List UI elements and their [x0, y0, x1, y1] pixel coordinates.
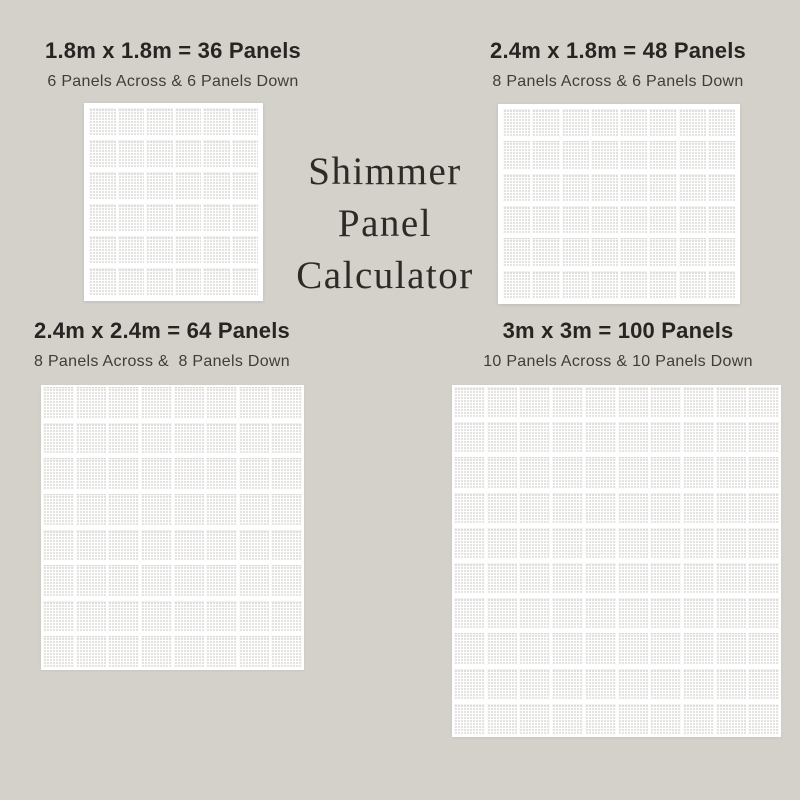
shimmer-panel — [748, 387, 779, 418]
shimmer-panel — [175, 172, 202, 200]
shimmer-panel — [650, 528, 681, 559]
shimmer-panel — [239, 636, 270, 668]
shimmer-panel — [232, 268, 259, 296]
shimmer-panel — [271, 458, 302, 490]
shimmer-panel — [76, 601, 107, 633]
shimmer-panel — [618, 422, 649, 453]
shimmer-panel — [487, 633, 518, 664]
shimmer-panel — [203, 236, 230, 264]
shimmer-panel — [174, 423, 205, 455]
shimmer-panel — [141, 530, 172, 562]
shimmer-panel — [108, 387, 139, 419]
shimmer-panel — [43, 423, 74, 455]
shimmer-panel — [679, 271, 706, 299]
shimmer-panel — [683, 563, 714, 594]
shimmer-panel — [708, 271, 735, 299]
shimmer-panel — [716, 598, 747, 629]
shimmer-panel — [748, 493, 779, 524]
shimmer-panel — [239, 423, 270, 455]
shimmer-panel — [146, 236, 173, 264]
shimmer-panel — [716, 669, 747, 700]
shimmer-panel — [141, 423, 172, 455]
shimmer-panel — [174, 387, 205, 419]
shimmer-panel — [43, 458, 74, 490]
shimmer-panel — [108, 530, 139, 562]
shimmer-panel — [650, 704, 681, 735]
shimmer-panel — [239, 458, 270, 490]
section-64-text — [20, 318, 304, 372]
main-title — [270, 146, 500, 302]
shimmer-panel — [118, 108, 145, 136]
shimmer-panel — [89, 108, 116, 136]
shimmer-panel — [89, 268, 116, 296]
shimmer-panel — [585, 493, 616, 524]
shimmer-panel — [76, 530, 107, 562]
shimmer-panel — [271, 530, 302, 562]
section-48-text — [483, 38, 753, 92]
shimmer-panel — [620, 271, 647, 299]
shimmer-panel — [716, 422, 747, 453]
shimmer-panel — [203, 140, 230, 168]
shimmer-panel — [174, 458, 205, 490]
shimmer-panel — [206, 636, 237, 668]
shimmer-panel — [618, 563, 649, 594]
shimmer-panel — [503, 238, 530, 266]
shimmer-panel — [683, 457, 714, 488]
shimmer-panel — [89, 172, 116, 200]
shimmer-panel — [141, 494, 172, 526]
shimmer-panel — [650, 457, 681, 488]
shimmer-panel — [552, 598, 583, 629]
shimmer-panel — [239, 565, 270, 597]
shimmer-panel — [454, 563, 485, 594]
shimmer-panel — [519, 457, 550, 488]
panel-grid-48 — [498, 104, 740, 304]
shimmer-panel — [519, 704, 550, 735]
shimmer-panel — [562, 109, 589, 137]
section-heading: 1.8m x 1.8m = 36 Panels — [45, 38, 301, 63]
shimmer-panel — [271, 565, 302, 597]
shimmer-panel — [43, 636, 74, 668]
shimmer-panel — [206, 565, 237, 597]
shimmer-panel — [649, 174, 676, 202]
shimmer-panel — [620, 141, 647, 169]
shimmer-panel — [146, 140, 173, 168]
shimmer-panel — [552, 422, 583, 453]
shimmer-panel — [708, 109, 735, 137]
shimmer-panel — [748, 704, 779, 735]
shimmer-panel — [683, 422, 714, 453]
shimmer-panel — [503, 271, 530, 299]
shimmer-panel — [454, 598, 485, 629]
shimmer-panel — [76, 423, 107, 455]
shimmer-panel — [649, 271, 676, 299]
shimmer-panel — [76, 458, 107, 490]
shimmer-panel — [650, 633, 681, 664]
shimmer-panel — [649, 141, 676, 169]
section-subheading: 6 Panels Across & 6 Panels Down — [47, 73, 299, 91]
shimmer-panel — [271, 601, 302, 633]
shimmer-panel — [716, 457, 747, 488]
shimmer-panel — [552, 493, 583, 524]
shimmer-panel — [108, 494, 139, 526]
shimmer-panel — [141, 458, 172, 490]
shimmer-panel — [708, 238, 735, 266]
shimmer-panel — [519, 669, 550, 700]
shimmer-panel — [585, 563, 616, 594]
shimmer-panel — [618, 598, 649, 629]
shimmer-panel — [748, 563, 779, 594]
shimmer-panel — [174, 530, 205, 562]
shimmer-panel — [454, 422, 485, 453]
shimmer-panel — [585, 633, 616, 664]
shimmer-panel — [108, 565, 139, 597]
shimmer-panel — [487, 493, 518, 524]
main-title-line-3: Calculator — [296, 254, 474, 297]
shimmer-panel — [683, 704, 714, 735]
shimmer-panel — [519, 633, 550, 664]
shimmer-panel — [487, 563, 518, 594]
section-subheading: 8 Panels Across & 6 Panels Down — [492, 73, 744, 91]
shimmer-panel — [239, 601, 270, 633]
shimmer-panel — [618, 493, 649, 524]
shimmer-panel — [232, 204, 259, 232]
shimmer-panel — [146, 268, 173, 296]
shimmer-panel — [118, 140, 145, 168]
panel-grid-36 — [84, 103, 263, 301]
shimmer-panel — [748, 598, 779, 629]
shimmer-panel — [206, 530, 237, 562]
shimmer-panel — [716, 563, 747, 594]
shimmer-panel — [585, 669, 616, 700]
shimmer-panel — [679, 174, 706, 202]
shimmer-panel — [618, 457, 649, 488]
shimmer-panel — [43, 565, 74, 597]
panel-grid-100 — [452, 385, 781, 737]
shimmer-panel — [552, 633, 583, 664]
section-heading: 2.4m x 2.4m = 64 Panels — [34, 318, 290, 343]
shimmer-panel — [118, 268, 145, 296]
shimmer-panel — [532, 206, 559, 234]
shimmer-panel — [716, 387, 747, 418]
shimmer-panel — [487, 387, 518, 418]
shimmer-panel — [585, 387, 616, 418]
shimmer-panel — [232, 236, 259, 264]
shimmer-panel — [271, 494, 302, 526]
shimmer-panel — [748, 422, 779, 453]
shimmer-panel — [203, 108, 230, 136]
shimmer-panel — [618, 669, 649, 700]
shimmer-panel — [118, 236, 145, 264]
shimmer-panel — [487, 422, 518, 453]
shimmer-panel — [618, 633, 649, 664]
shimmer-panel — [175, 204, 202, 232]
shimmer-panel — [708, 206, 735, 234]
section-36-text — [38, 38, 308, 92]
shimmer-panel — [650, 493, 681, 524]
shimmer-panel — [487, 704, 518, 735]
shimmer-panel — [108, 636, 139, 668]
shimmer-panel — [708, 174, 735, 202]
shimmer-panel — [552, 457, 583, 488]
shimmer-panel — [552, 563, 583, 594]
shimmer-panel — [562, 238, 589, 266]
shimmer-panel — [503, 174, 530, 202]
shimmer-panel — [552, 528, 583, 559]
shimmer-panel — [174, 494, 205, 526]
shimmer-panel — [716, 528, 747, 559]
shimmer-panel — [239, 530, 270, 562]
shimmer-panel — [232, 172, 259, 200]
shimmer-panel — [679, 141, 706, 169]
shimmer-panel — [562, 206, 589, 234]
shimmer-panel — [585, 528, 616, 559]
shimmer-panel — [591, 109, 618, 137]
shimmer-panel — [716, 704, 747, 735]
shimmer-panel — [454, 704, 485, 735]
section-heading: 2.4m x 1.8m = 48 Panels — [490, 38, 746, 63]
shimmer-panel — [454, 669, 485, 700]
shimmer-panel — [562, 271, 589, 299]
shimmer-panel — [175, 236, 202, 264]
shimmer-panel — [683, 387, 714, 418]
shimmer-panel — [519, 528, 550, 559]
shimmer-panel — [206, 423, 237, 455]
shimmer-panel — [89, 236, 116, 264]
shimmer-panel — [585, 598, 616, 629]
shimmer-panel — [271, 636, 302, 668]
shimmer-panel — [649, 238, 676, 266]
shimmer-panel — [454, 457, 485, 488]
shimmer-panel — [683, 598, 714, 629]
shimmer-panel — [532, 141, 559, 169]
shimmer-panel — [562, 174, 589, 202]
shimmer-panel — [591, 238, 618, 266]
shimmer-panel — [708, 141, 735, 169]
shimmer-panel — [552, 669, 583, 700]
shimmer-panel — [618, 387, 649, 418]
shimmer-panel — [118, 204, 145, 232]
shimmer-panel — [716, 493, 747, 524]
shimmer-panel — [620, 174, 647, 202]
shimmer-panel — [454, 528, 485, 559]
shimmer-panel — [683, 669, 714, 700]
shimmer-panel — [532, 109, 559, 137]
shimmer-panel — [108, 423, 139, 455]
shimmer-panel — [487, 528, 518, 559]
shimmer-panel — [206, 601, 237, 633]
shimmer-panel — [650, 387, 681, 418]
shimmer-panel — [519, 598, 550, 629]
shimmer-panel — [748, 669, 779, 700]
shimmer-panel — [683, 493, 714, 524]
shimmer-panel — [679, 109, 706, 137]
shimmer-panel — [748, 633, 779, 664]
main-title-line-1: Shimmer — [308, 150, 462, 193]
shimmer-panel — [552, 387, 583, 418]
shimmer-panel — [203, 268, 230, 296]
shimmer-panel — [585, 704, 616, 735]
shimmer-panel — [649, 109, 676, 137]
shimmer-panel — [76, 494, 107, 526]
shimmer-panel — [108, 458, 139, 490]
shimmer-panel — [650, 669, 681, 700]
shimmer-panel — [519, 563, 550, 594]
shimmer-panel — [503, 141, 530, 169]
shimmer-panel — [76, 387, 107, 419]
section-100-text — [478, 318, 758, 372]
shimmer-panel — [591, 141, 618, 169]
shimmer-panel — [620, 206, 647, 234]
shimmer-panel — [532, 238, 559, 266]
shimmer-panel — [206, 458, 237, 490]
shimmer-panel — [591, 174, 618, 202]
shimmer-panel — [146, 172, 173, 200]
shimmer-panel — [175, 140, 202, 168]
panel-grid-64 — [41, 385, 304, 670]
shimmer-panel — [679, 206, 706, 234]
shimmer-panel — [552, 704, 583, 735]
shimmer-panel — [232, 108, 259, 136]
shimmer-panel — [89, 140, 116, 168]
shimmer-panel — [620, 109, 647, 137]
section-subheading: 10 Panels Across & 10 Panels Down — [483, 353, 753, 371]
shimmer-panel — [503, 206, 530, 234]
shimmer-panel — [118, 172, 145, 200]
shimmer-panel — [487, 598, 518, 629]
shimmer-panel — [683, 528, 714, 559]
shimmer-panel — [239, 387, 270, 419]
shimmer-panel — [585, 422, 616, 453]
shimmer-panel — [620, 238, 647, 266]
shimmer-panel — [141, 387, 172, 419]
shimmer-panel — [271, 423, 302, 455]
shimmer-panel — [649, 206, 676, 234]
shimmer-panel — [519, 493, 550, 524]
shimmer-panel — [141, 636, 172, 668]
shimmer-panel — [203, 172, 230, 200]
shimmer-panel — [519, 387, 550, 418]
shimmer-panel — [108, 601, 139, 633]
shimmer-panel — [43, 601, 74, 633]
shimmer-panel — [174, 565, 205, 597]
shimmer-panel — [650, 598, 681, 629]
shimmer-panel — [748, 457, 779, 488]
shimmer-panel — [43, 387, 74, 419]
section-heading: 3m x 3m = 100 Panels — [502, 318, 734, 343]
shimmer-panel — [174, 636, 205, 668]
shimmer-panel — [618, 704, 649, 735]
section-subheading: 8 Panels Across & 8 Panels Down — [34, 353, 290, 371]
shimmer-panel — [175, 268, 202, 296]
shimmer-panel — [487, 669, 518, 700]
shimmer-panel — [146, 108, 173, 136]
shimmer-panel — [76, 565, 107, 597]
shimmer-panel — [89, 204, 116, 232]
shimmer-panel — [76, 636, 107, 668]
shimmer-panel — [141, 565, 172, 597]
shimmer-panel — [562, 141, 589, 169]
shimmer-panel — [206, 387, 237, 419]
shimmer-panel — [650, 563, 681, 594]
shimmer-panel — [519, 422, 550, 453]
shimmer-panel — [503, 109, 530, 137]
shimmer-panel — [43, 530, 74, 562]
shimmer-panel — [532, 271, 559, 299]
shimmer-panel — [650, 422, 681, 453]
shimmer-panel — [487, 457, 518, 488]
shimmer-panel — [591, 206, 618, 234]
shimmer-panel — [141, 601, 172, 633]
shimmer-panel — [591, 271, 618, 299]
shimmer-panel — [585, 457, 616, 488]
shimmer-panel — [206, 494, 237, 526]
shimmer-panel — [748, 528, 779, 559]
main-title-line-2: Panel — [337, 202, 433, 245]
shimmer-panel — [174, 601, 205, 633]
shimmer-panel — [454, 387, 485, 418]
shimmer-panel — [146, 204, 173, 232]
shimmer-panel — [683, 633, 714, 664]
shimmer-panel — [618, 528, 649, 559]
shimmer-panel — [679, 238, 706, 266]
shimmer-panel — [43, 494, 74, 526]
shimmer-panel — [239, 494, 270, 526]
shimmer-panel — [716, 633, 747, 664]
shimmer-panel — [175, 108, 202, 136]
shimmer-panel — [203, 204, 230, 232]
shimmer-panel — [271, 387, 302, 419]
shimmer-panel — [454, 633, 485, 664]
shimmer-panel — [232, 140, 259, 168]
shimmer-panel — [532, 174, 559, 202]
shimmer-panel — [454, 493, 485, 524]
